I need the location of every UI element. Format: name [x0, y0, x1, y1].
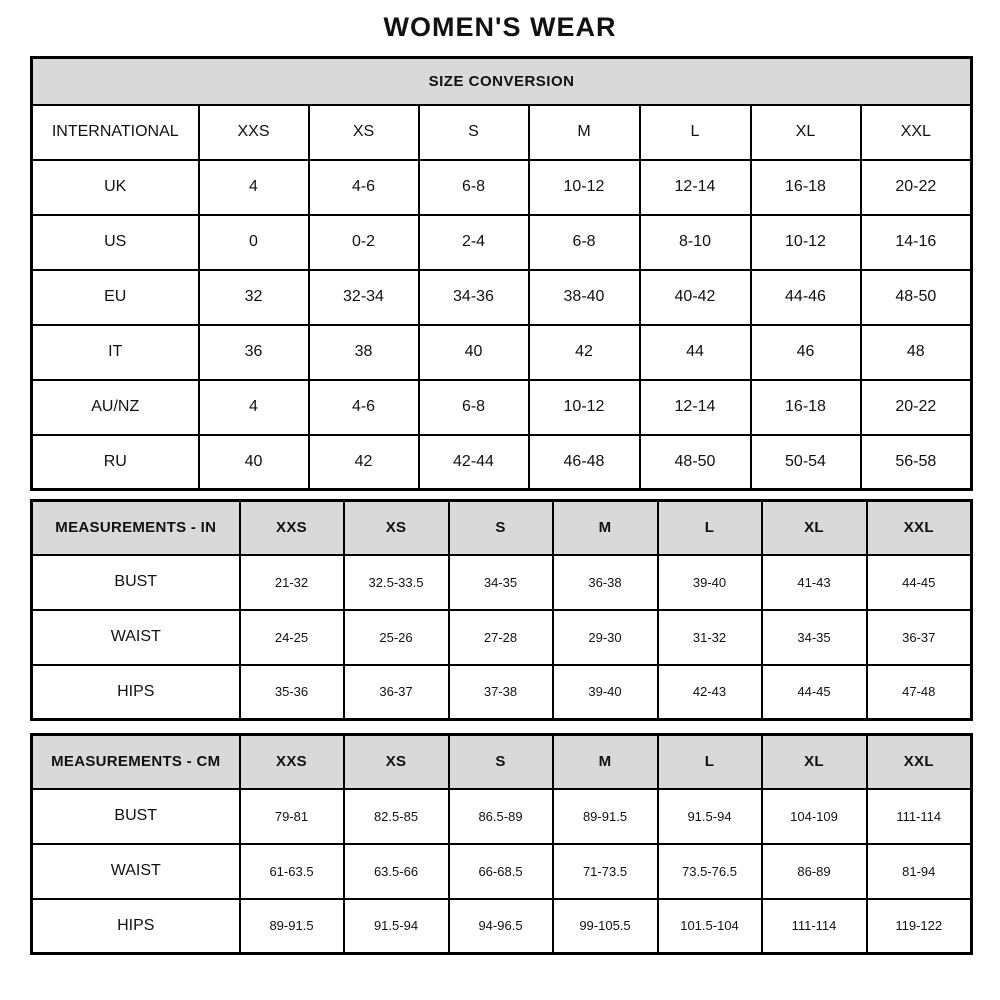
column-header: S — [449, 735, 553, 789]
table-cell: 34-35 — [762, 610, 867, 665]
table-cell: 48-50 — [861, 270, 972, 325]
table-cell: 36 — [199, 325, 309, 380]
column-header: S — [419, 105, 529, 160]
table-cell: 35-36 — [240, 665, 344, 720]
table-cell: 42-44 — [419, 435, 529, 490]
table-cell: 4-6 — [309, 160, 419, 215]
row-label: RU — [32, 435, 199, 490]
table-cell: 46-48 — [529, 435, 640, 490]
table-cell: 16-18 — [751, 160, 861, 215]
table-cell: 32 — [199, 270, 309, 325]
table-row-it — [32, 325, 972, 380]
table-row-eu — [32, 270, 972, 325]
table-cell: 42 — [309, 435, 419, 490]
table-cell: 38 — [309, 325, 419, 380]
table-cell: 81-94 — [867, 844, 972, 899]
table-cell: 16-18 — [751, 380, 861, 435]
row-label: HIPS — [32, 899, 240, 954]
table-cell: 63.5-66 — [344, 844, 449, 899]
table-cell: 38-40 — [529, 270, 640, 325]
table-cell: 34-36 — [419, 270, 529, 325]
table-cell: 21-32 — [240, 555, 344, 610]
table-cell: 39-40 — [658, 555, 762, 610]
table-row-aunz — [32, 380, 972, 435]
table-row-waist-cm — [32, 844, 972, 899]
table-cell: 79-81 — [240, 789, 344, 844]
table-cell: 111-114 — [867, 789, 972, 844]
table-cell: 34-35 — [449, 555, 553, 610]
column-header: XL — [762, 735, 867, 789]
table-cell: 32-34 — [309, 270, 419, 325]
table-cell: 104-109 — [762, 789, 867, 844]
table-title-row — [32, 58, 972, 105]
column-header: INTERNATIONAL — [32, 105, 199, 160]
table-cell: 111-114 — [762, 899, 867, 954]
table-cell: 99-105.5 — [553, 899, 658, 954]
table-cell: 39-40 — [553, 665, 658, 720]
column-header-row — [32, 105, 972, 160]
table-cell: 40 — [419, 325, 529, 380]
row-label: HIPS — [32, 665, 240, 720]
table-cell: 44-46 — [751, 270, 861, 325]
table-cell: 40-42 — [640, 270, 751, 325]
table-cell: 4-6 — [309, 380, 419, 435]
column-header: XS — [309, 105, 419, 160]
table-cell: 48 — [861, 325, 972, 380]
table-cell: 91.5-94 — [658, 789, 762, 844]
table-cell: 89-91.5 — [553, 789, 658, 844]
column-header: XL — [762, 501, 867, 555]
table-cell: 71-73.5 — [553, 844, 658, 899]
column-header: XL — [751, 105, 861, 160]
measurements-in-table — [30, 499, 973, 721]
table-cell: 37-38 — [449, 665, 553, 720]
row-label: WAIST — [32, 844, 240, 899]
table-cell: 44 — [640, 325, 751, 380]
column-header: XXS — [240, 735, 344, 789]
row-label: WAIST — [32, 610, 240, 665]
row-label: BUST — [32, 555, 240, 610]
column-header: S — [449, 501, 553, 555]
table-cell: 6-8 — [529, 215, 640, 270]
table-cell: 119-122 — [867, 899, 972, 954]
column-header: L — [658, 735, 762, 789]
size-conversion-header: SIZE CONVERSION — [32, 58, 972, 105]
size-conversion-table — [30, 56, 973, 491]
table-cell: 101.5-104 — [658, 899, 762, 954]
table-cell: 4 — [199, 160, 309, 215]
column-header: L — [640, 105, 751, 160]
table-cell: 6-8 — [419, 380, 529, 435]
table-cell: 91.5-94 — [344, 899, 449, 954]
column-header: MEASUREMENTS - IN — [32, 501, 240, 555]
table-row-bust-in — [32, 555, 972, 610]
column-header: XXL — [867, 735, 972, 789]
column-header: M — [553, 735, 658, 789]
table-cell: 44-45 — [762, 665, 867, 720]
table-row-hips-cm — [32, 899, 972, 954]
table-cell: 27-28 — [449, 610, 553, 665]
table-cell: 73.5-76.5 — [658, 844, 762, 899]
row-label: IT — [32, 325, 199, 380]
table-cell: 56-58 — [861, 435, 972, 490]
table-cell: 48-50 — [640, 435, 751, 490]
table-cell: 86-89 — [762, 844, 867, 899]
table-cell: 36-38 — [553, 555, 658, 610]
table-cell: 41-43 — [762, 555, 867, 610]
table-cell: 42-43 — [658, 665, 762, 720]
column-header-row — [32, 735, 972, 789]
row-label: AU/NZ — [32, 380, 199, 435]
table-cell: 42 — [529, 325, 640, 380]
table-cell: 0-2 — [309, 215, 419, 270]
column-header: XS — [344, 501, 449, 555]
table-cell: 29-30 — [553, 610, 658, 665]
table-row-ru — [32, 435, 972, 490]
table-row-hips-in — [32, 665, 972, 720]
table-cell: 66-68.5 — [449, 844, 553, 899]
table-cell: 24-25 — [240, 610, 344, 665]
column-header: L — [658, 501, 762, 555]
table-cell: 36-37 — [867, 610, 972, 665]
column-header: XXL — [861, 105, 972, 160]
table-cell: 32.5-33.5 — [344, 555, 449, 610]
page-title: WOMEN'S WEAR — [383, 12, 617, 42]
table-row-waist-in — [32, 610, 972, 665]
table-cell: 12-14 — [640, 160, 751, 215]
table-cell: 12-14 — [640, 380, 751, 435]
measurements-cm-table — [30, 733, 973, 955]
row-label: EU — [32, 270, 199, 325]
table-cell: 82.5-85 — [344, 789, 449, 844]
table-cell: 0 — [199, 215, 309, 270]
table-cell: 94-96.5 — [449, 899, 553, 954]
table-cell: 8-10 — [640, 215, 751, 270]
table-cell: 6-8 — [419, 160, 529, 215]
table-cell: 86.5-89 — [449, 789, 553, 844]
column-header: XXL — [867, 501, 972, 555]
table-row-uk — [32, 160, 972, 215]
column-header: M — [529, 105, 640, 160]
table-cell: 50-54 — [751, 435, 861, 490]
column-header: M — [553, 501, 658, 555]
column-header: XXS — [240, 501, 344, 555]
table-cell: 10-12 — [529, 380, 640, 435]
table-cell: 20-22 — [861, 160, 972, 215]
table-cell: 89-91.5 — [240, 899, 344, 954]
table-cell: 4 — [199, 380, 309, 435]
table-cell: 10-12 — [751, 215, 861, 270]
row-label: UK — [32, 160, 199, 215]
table-row-bust-cm — [32, 789, 972, 844]
table-cell: 47-48 — [867, 665, 972, 720]
column-header: XXS — [199, 105, 309, 160]
table-row-us — [32, 215, 972, 270]
row-label: BUST — [32, 789, 240, 844]
row-label: US — [32, 215, 199, 270]
table-cell: 46 — [751, 325, 861, 380]
table-cell: 61-63.5 — [240, 844, 344, 899]
table-cell: 36-37 — [344, 665, 449, 720]
column-header: XS — [344, 735, 449, 789]
table-cell: 10-12 — [529, 160, 640, 215]
table-cell: 25-26 — [344, 610, 449, 665]
table-cell: 40 — [199, 435, 309, 490]
table-cell: 31-32 — [658, 610, 762, 665]
table-cell: 14-16 — [861, 215, 972, 270]
column-header-row — [32, 501, 972, 555]
column-header: MEASUREMENTS - CM — [32, 735, 240, 789]
table-cell: 44-45 — [867, 555, 972, 610]
table-cell: 2-4 — [419, 215, 529, 270]
table-cell: 20-22 — [861, 380, 972, 435]
